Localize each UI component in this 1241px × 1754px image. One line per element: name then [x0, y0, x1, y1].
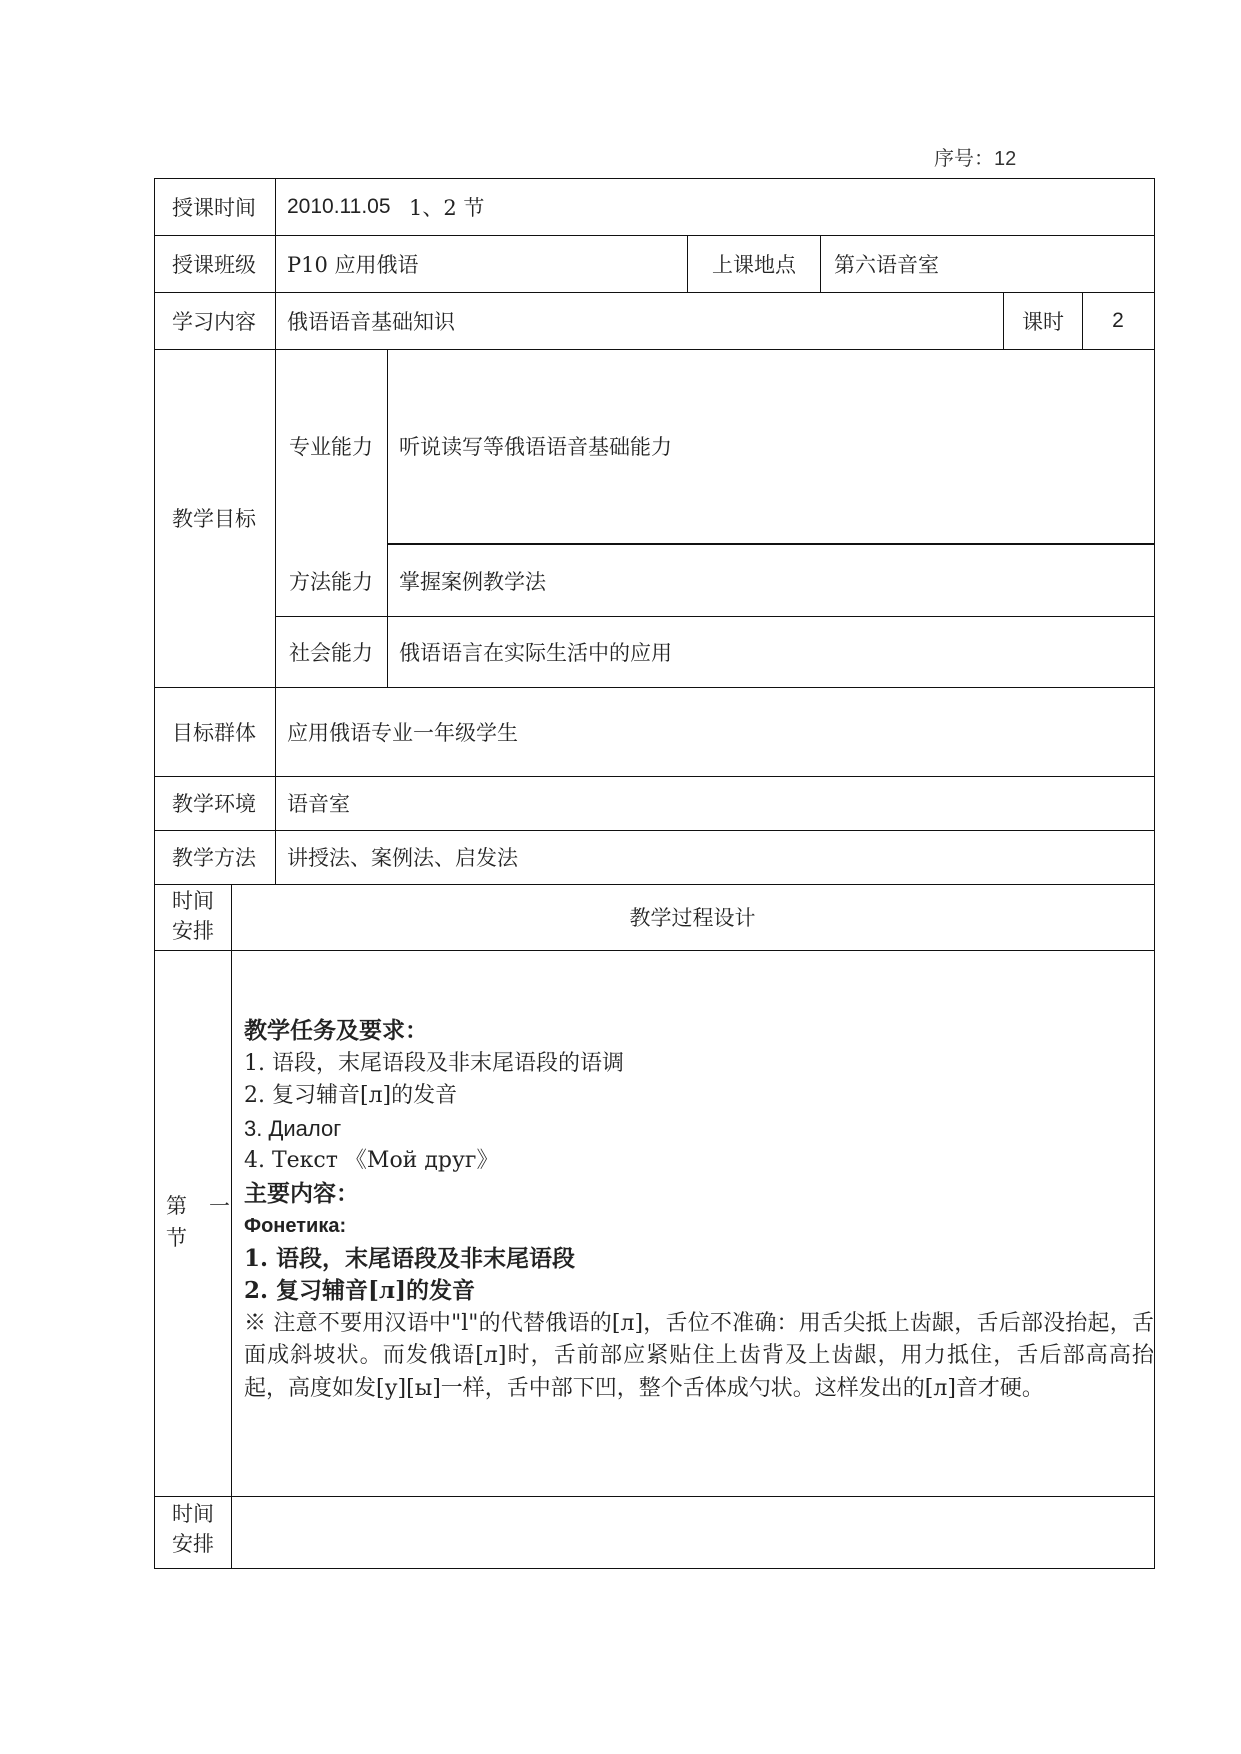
row-method-label: 教学方法 — [172, 846, 256, 870]
goal-method-label: 方法能力 — [289, 569, 373, 594]
goal-social-desc: 俄语语言在实际生活中的应用 — [399, 640, 672, 665]
phonetics-title: Фонетика: — [244, 1215, 347, 1237]
goal-social-label: 社会能力 — [289, 640, 373, 665]
task-item: 2. 复习辅音[л]的发音 — [244, 1083, 458, 1108]
serial-value: 12 — [994, 148, 1017, 170]
goal-method-desc: 掌握案例教学法 — [399, 569, 546, 594]
serial-label: 序号： — [934, 146, 994, 170]
table-rule-vertical — [275, 178, 276, 885]
table-border-left — [154, 178, 155, 1569]
table-border-bottom — [154, 1568, 1154, 1569]
row-hours-label: 课时 — [1022, 309, 1064, 334]
table-rule-vertical — [387, 349, 388, 687]
row-group-label: 目标群体 — [172, 720, 256, 745]
process-time-label — [172, 886, 214, 946]
process-time-label-line2: 安排 — [172, 919, 214, 943]
table-rule-vertical — [231, 884, 232, 1569]
table-rule-vertical — [1003, 292, 1004, 349]
main-point: 1. 语段，末尾语段及非末尾语段 — [244, 1244, 576, 1272]
last-time-label-line1: 时间 — [172, 1502, 214, 1526]
row-content-label: 学习内容 — [172, 309, 256, 334]
goal-professional-desc: 听说读写等俄语语音基础能力 — [399, 435, 672, 459]
table-border-right — [1154, 178, 1155, 1569]
row-time-date: 2010.11.05 — [287, 194, 391, 218]
row-env-label: 教学环境 — [172, 792, 256, 816]
process-time-label-line1: 时间 — [172, 889, 214, 913]
row-time-label: 授课时间 — [172, 195, 256, 220]
task-item: 3. Диалог — [244, 1115, 342, 1141]
main-point: 2. 复习辅音[л]的发音 — [244, 1277, 475, 1304]
row-content-value: 俄语语音基础知识 — [287, 309, 455, 334]
task-item: 1. 语段，末尾语段及非末尾语段的语调 — [244, 1050, 624, 1076]
row-class-value: P10 应用俄语 — [287, 252, 419, 277]
row-hours-value: 2 — [1112, 308, 1124, 332]
row-place-label: 上课地点 — [712, 252, 796, 277]
process-content — [244, 1015, 1154, 1405]
table-rule — [154, 950, 1154, 951]
table-rule — [154, 1496, 1154, 1497]
row-place-value: 第六语音室 — [834, 252, 939, 277]
process-header: 教学过程设计 — [629, 906, 756, 930]
section-label — [166, 1190, 230, 1254]
row-goals-label: 教学目标 — [172, 507, 256, 531]
tasks-title: 教学任务及要求： — [244, 1017, 428, 1044]
row-time-period: 1、2 节 — [409, 195, 485, 220]
last-time-label-line2: 安排 — [172, 1532, 214, 1556]
row-class-label: 授课班级 — [172, 252, 256, 277]
table-rule-vertical — [687, 235, 688, 292]
section-label-3: 节 — [166, 1226, 187, 1250]
goal-professional-label: 专业能力 — [289, 435, 373, 459]
section-label-1: 第 — [166, 1194, 187, 1218]
pronunciation-note: ※ 注意不要用汉语中"l"的代替俄语的[л]，舌位不准确：用舌尖抵上齿龈，舌后部没抬起，舌面成斜坡状。而发俄语[л]时，舌前部应紧贴住上齿背及上齿龈，用力抵住，舌后部高高抬起，高度如发[у][ы]一样，舌中部下凹，整个舌体成勺状。这样发出的[л]音才硬。 — [244, 1310, 1154, 1401]
main-content-title: 主要内容： — [244, 1179, 359, 1207]
last-time-label — [172, 1499, 214, 1559]
row-group-value: 应用俄语专业一年级学生 — [287, 720, 518, 745]
row-env-value: 语音室 — [287, 792, 350, 816]
table-rule-vertical — [820, 235, 821, 292]
row-method-value: 讲授法、案例法、启发法 — [287, 846, 518, 870]
section-label-2: 一 — [209, 1194, 230, 1218]
task-item: 4. Текст 《Мой друг》 — [244, 1148, 499, 1173]
